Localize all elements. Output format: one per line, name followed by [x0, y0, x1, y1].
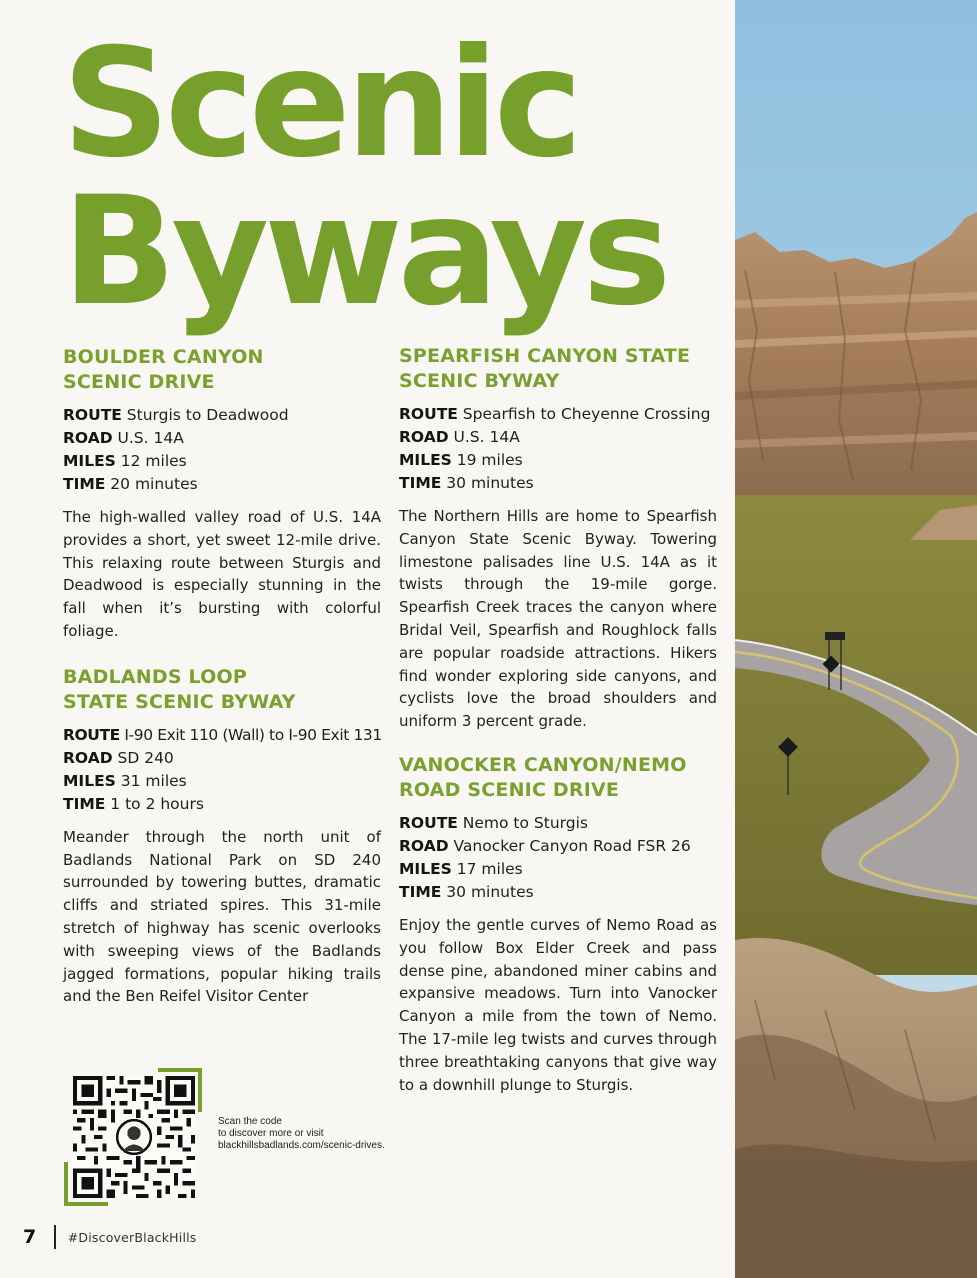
website-link[interactable]: blackhillsbadlands.com/scenic-drives.: [218, 1140, 385, 1151]
section-description: The Northern Hills are home to Spearfish Canyon State Scenic Byway. Towering limestone palisades line U.S. 14A as it twists through the 19-mile gorge. Spearfish Creek traces the canyon where Bridal Veil, Spearfish and Roughlock falls are popular roadside attractions. Hikers find wonder exploring side canyons, and cyclists love the broad shoulders and uniform 3 percent grade.: [399, 507, 717, 731]
section-description: Enjoy the gentle curves of Nemo Road as you follow Box Elder Creek and pass dense pine, abandoned miner cabins and expansive meadows. Turn into Vanocker Canyon a mile from the town of Nemo. The 17-mile leg twists and curves through three breathtaking canyons that give way to a downhill plunge to Sturgis.: [399, 915, 717, 1094]
section-spearfish-canyon: [399, 344, 717, 733]
facts-list: [399, 403, 717, 495]
fact-time: TIME 1 to 2 hours: [63, 794, 204, 813]
section-description: Meander through the north unit of Badlands National Park on SD 240 surrounded by towering buttes, dramatic cliffs and striated spires. This 31-mile stretch of highway has scenic overlooks with sweeping views of the Badlands jagged formations, popular hiking trails and the Ben Reifel Visitor Center: [63, 827, 381, 1006]
fact-road: ROAD U.S. 14A: [63, 429, 184, 447]
fact-route: ROUTE Spearfish to Cheyenne Crossing: [399, 405, 711, 423]
page-number: 7: [23, 1226, 37, 1248]
fact-route: ROUTE Nemo to Sturgis: [399, 813, 588, 832]
fact-road: ROAD SD 240: [63, 748, 174, 767]
fact-miles: MILES 31 miles: [63, 771, 187, 790]
badlands-road-photo: [735, 0, 977, 1278]
section-title: SPEARFISH CANYON STATE SCENIC BYWAY: [399, 345, 691, 392]
qr-caption: Scan the code to discover more or visit blackhillsbadlands.com/scenic-drives.: [218, 1116, 398, 1152]
section-vanocker-canyon: [399, 753, 717, 1096]
fact-time: TIME 30 minutes: [399, 474, 534, 492]
fact-time: TIME 30 minutes: [399, 882, 534, 901]
section-boulder-canyon: [63, 345, 381, 643]
hashtag: #DiscoverBlackHills: [67, 1229, 197, 1245]
fact-route: ROUTE Sturgis to Deadwood: [63, 406, 289, 424]
section-title: BOULDER CANYON SCENIC DRIVE: [63, 346, 264, 393]
fact-miles: MILES 17 miles: [399, 859, 523, 878]
qr-code-icon[interactable]: [73, 1076, 195, 1198]
page-title: [62, 17, 667, 339]
right-column: [399, 344, 717, 1096]
facts-list: [63, 724, 381, 816]
fact-road: ROAD U.S. 14A: [399, 428, 520, 446]
qr-code-block[interactable]: [64, 1068, 202, 1206]
fact-road: ROAD Vanocker Canyon Road FSR 26: [399, 836, 691, 855]
footer-divider: [54, 1225, 56, 1249]
fact-route: ROUTE I-90 Exit 110 (Wall) to I-90 Exit 131: [63, 725, 382, 744]
left-column: [63, 345, 381, 1008]
fact-miles: MILES 12 miles: [63, 452, 187, 470]
title-line-1: Scenic: [62, 17, 578, 191]
facts-list: [63, 404, 381, 496]
facts-list: [399, 812, 717, 904]
fact-time: TIME 20 minutes: [63, 475, 198, 493]
title-line-2: Byways: [62, 165, 667, 339]
section-description: The high-walled valley road of U.S. 14A provides a short, yet sweet 12-mile drive. This relaxing route between Sturgis and Deadwood is especially stunning in the fall when it’s bursting with colorful foliage.: [63, 508, 381, 640]
page-footer: [23, 1222, 197, 1252]
section-title: VANOCKER CANYON/NEMO ROAD SCENIC DRIVE: [399, 753, 687, 801]
section-badlands-loop: [63, 665, 381, 1008]
fact-miles: MILES 19 miles: [399, 451, 523, 469]
section-title: BADLANDS LOOP STATE SCENIC BYWAY: [63, 665, 296, 713]
